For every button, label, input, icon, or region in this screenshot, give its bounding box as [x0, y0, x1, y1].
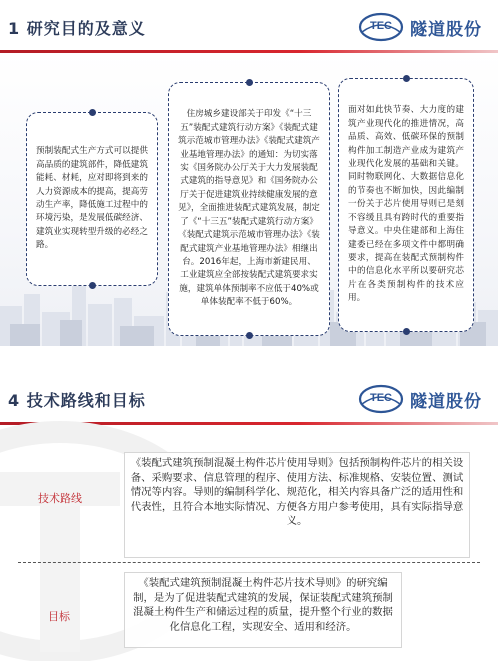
logo-badge-text: TEC	[370, 392, 392, 404]
company-logo	[358, 384, 482, 414]
card-dot-icon	[403, 75, 410, 82]
card-dot-icon	[89, 282, 96, 289]
info-card-right	[338, 78, 474, 332]
card-text: 预制装配式生产方式可以提供高品质的建筑部件，降低建筑能耗、材耗，应对即将到来的人力资源成本的提高，提高劳动生产率，降低施工过程中的环境污染，是发展低碳经济、建筑业实现转型升级的必经之路。	[36, 146, 148, 251]
label-goal: 目标	[48, 610, 70, 623]
tec-badge-icon	[358, 12, 404, 42]
slide-gap	[0, 346, 498, 372]
section-divider	[18, 562, 480, 563]
technical-route-text: 《装配式建筑预制混凝土构件芯片使用导则》包括预制构件芯片的相关设备、采购要求、信息管理的程序、使用方法、标准规格、安装位置、测试情况等内容。导则的编制科学化、规范化，相关内容具备广泛的适用性和代表性，且符合本地实际情况、方便各方用户参考使用，具有实际指导意义。	[130, 457, 464, 528]
slide-technical-route	[0, 372, 498, 661]
logo-badge-text: TEC	[370, 20, 392, 32]
tec-badge-icon	[358, 384, 404, 414]
technical-route-text-box	[124, 452, 470, 558]
company-logo	[358, 12, 482, 42]
title-underline	[0, 50, 498, 53]
card-dot-icon	[89, 109, 96, 116]
card-dot-icon	[246, 332, 253, 339]
card-text: 面对如此快节奏、大力度的建筑产业现代化的推进情况，高品质、高效、低碳环保的预制构件加工制造产业成为建筑产业现代化发展的基础和关键。同时物联网化、大数据信息化的节奏也不断加快，因此编制一份关于芯片使用导则已是刻不容缓且具有跨时代的重要指导意义。中央住建部和上海住建委已经在多项文件中都明确要求，提高在装配式预制构件中的信息化水平所以要研究芯片在各类预制构件的技术应用。	[348, 105, 464, 304]
slide-header	[0, 0, 498, 64]
logo-name: 隧道股份	[410, 19, 482, 40]
card-dot-icon	[246, 79, 253, 86]
info-card-left	[26, 112, 158, 286]
logo-name: 隧道股份	[410, 391, 482, 412]
info-card-middle	[168, 82, 330, 336]
label-technical-route: 技术路线	[38, 492, 82, 505]
goal-text: 《装配式建筑预制混凝土构件芯片技术导则》的研究编制，是为了促进装配式建筑的发展，保证装配式建筑预制混凝土构件生产和储运过程的质量，提升整个行业的数据化信息化工程，实现安全、适用和经济。	[133, 577, 393, 633]
card-text: 住房城乡建设部关于印发《“十三五”装配式建筑行动方案》《装配式建筑示范城市管理办法》《装配式建筑产业基地管理办法》的通知：为切实落实《国务院办公厅关于大力发展装配式建筑的指导意见》和《国务院办公厅关于促进建筑业持续健康发展的意见》，全面推进装配式建筑发展，制定了《“十三五”装配式建筑行动方案》《装配式建筑示范城市管理办法》《装配式建筑产业基地管理办法》相继出台。2016年起，上海市新建民用、工业建筑应全部按装配式建筑要求实施，建筑单体预制率不应低于40%或单体装配率不低于60%。	[178, 109, 320, 308]
goal-text-box	[124, 572, 402, 648]
slide-title: 1 研究目的及意义	[8, 19, 146, 38]
card-dot-icon	[403, 328, 410, 335]
slide-title: 4 技术路线和目标	[8, 391, 146, 410]
